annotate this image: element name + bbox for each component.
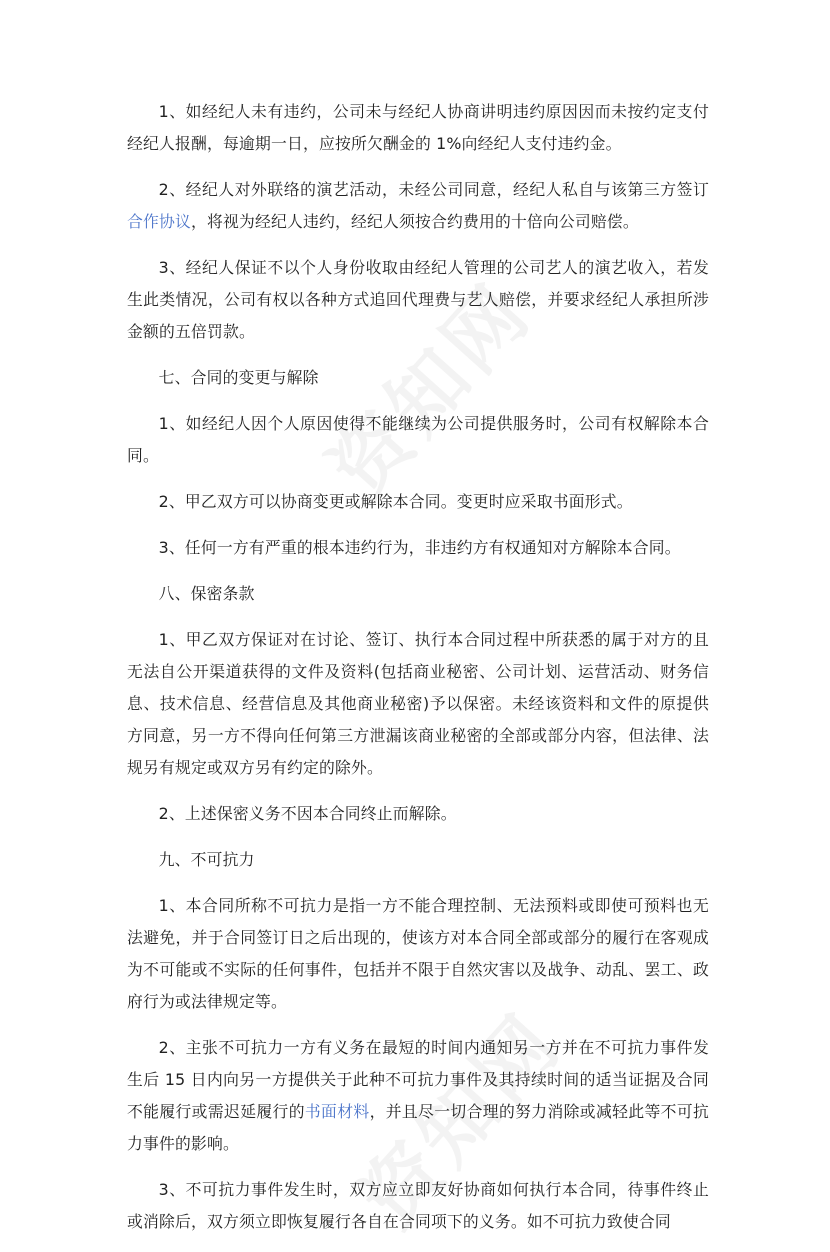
clause-paragraph — [127, 252, 709, 348]
paragraph-text: 八、保密条款 — [158, 584, 255, 603]
paragraph-text: 1、如经纪人因个人原因使得不能继续为公司提供服务时，公司有权解除本合同。 — [127, 414, 709, 465]
paragraph-text: 2、上述保密义务不因本合同终止而解除。 — [158, 804, 457, 823]
paragraph-text: 3、不可抗力事件发生时，双方应立即友好协商如何执行本合同，待事件终止或消除后，双方须立即恢复履行各自在合同项下的义务。如不可抗力致使合同 — [127, 1180, 709, 1231]
clause-paragraph — [127, 1174, 709, 1238]
section-heading — [127, 844, 709, 876]
paragraph-text: 1、如经纪人未有违约，公司未与经纪人协商讲明违约原因因而未按约定支付经纪人报酬，每逾期一日，应按所欠酬金的 1%向经纪人支付违约金。 — [127, 102, 709, 153]
paragraph-text: 九、不可抗力 — [158, 850, 255, 869]
paragraph-text: 3、任何一方有严重的根本违约行为，非违约方有权通知对方解除本合同。 — [158, 538, 681, 557]
clause-paragraph — [127, 96, 709, 160]
clause-paragraph — [127, 486, 709, 518]
inline-link[interactable]: 合作协议 — [127, 212, 191, 231]
clause-paragraph — [127, 890, 709, 1018]
clause-paragraph — [127, 532, 709, 564]
paragraph-text: 3、经纪人保证不以个人身份收取由经纪人管理的公司艺人的演艺收入，若发生此类情况，公司有权以各种方式追回代理费与艺人赔偿，并要求经纪人承担所涉金额的五倍罚款。 — [127, 258, 709, 341]
paragraph-text: 1、本合同所称不可抗力是指一方不能合理控制、无法预料或即使可预料也无法避免，并于合同签订日之后出现的，使该方对本合同全部或部分的履行在客观成为不可能或不实际的任何事件，包括并不限于自然灾害以及战争、动乱、罢工、政府行为或法律规定等。 — [127, 896, 709, 1011]
paragraph-text: 2、主张不可抗力一方有义务在最短的时间内通知另一方并在不可抗力事件发生后 15 日内向另一方提供关于此种不可抗力事件及其持续时间的适当证据及合同不能履行或需迟延履行的 — [127, 1038, 709, 1121]
clause-paragraph — [127, 1032, 709, 1160]
paragraph-text: 2、甲乙双方可以协商变更或解除本合同。变更时应采取书面形式。 — [158, 492, 633, 511]
document-body — [127, 96, 709, 1252]
section-heading — [127, 362, 709, 394]
inline-link[interactable]: 书面材料 — [304, 1102, 370, 1121]
paragraph-text: 七、合同的变更与解除 — [158, 368, 319, 387]
paragraph-text: 2、经纪人对外联络的演艺活动，未经公司同意，经纪人私自与该第三方签订 — [158, 180, 709, 199]
clause-paragraph — [127, 798, 709, 830]
clause-paragraph — [127, 174, 709, 238]
section-heading — [127, 578, 709, 610]
paragraph-text: 1、甲乙双方保证对在讨论、签订、执行本合同过程中所获悉的属于对方的且无法自公开渠道获得的文件及资料(包括商业秘密、公司计划、运营活动、财务信息、技术信息、经营信息及其他商业秘密)予以保密。未经该资料和文件的原提供方同意，另一方不得向任何第三方泄漏该商业秘密的全部或部分内容，但法律、法规另有规定或双方另有约定的除外。 — [127, 630, 709, 777]
clause-paragraph — [127, 408, 709, 472]
paragraph-text: ，将视为经纪人违约，经纪人须按合约费用的十倍向公司赔偿。 — [191, 212, 639, 231]
paragraph-text: ，并且尽一切合理的努力消除或减轻此等不可抗力事件的影响。 — [127, 1102, 709, 1153]
clause-paragraph — [127, 624, 709, 784]
